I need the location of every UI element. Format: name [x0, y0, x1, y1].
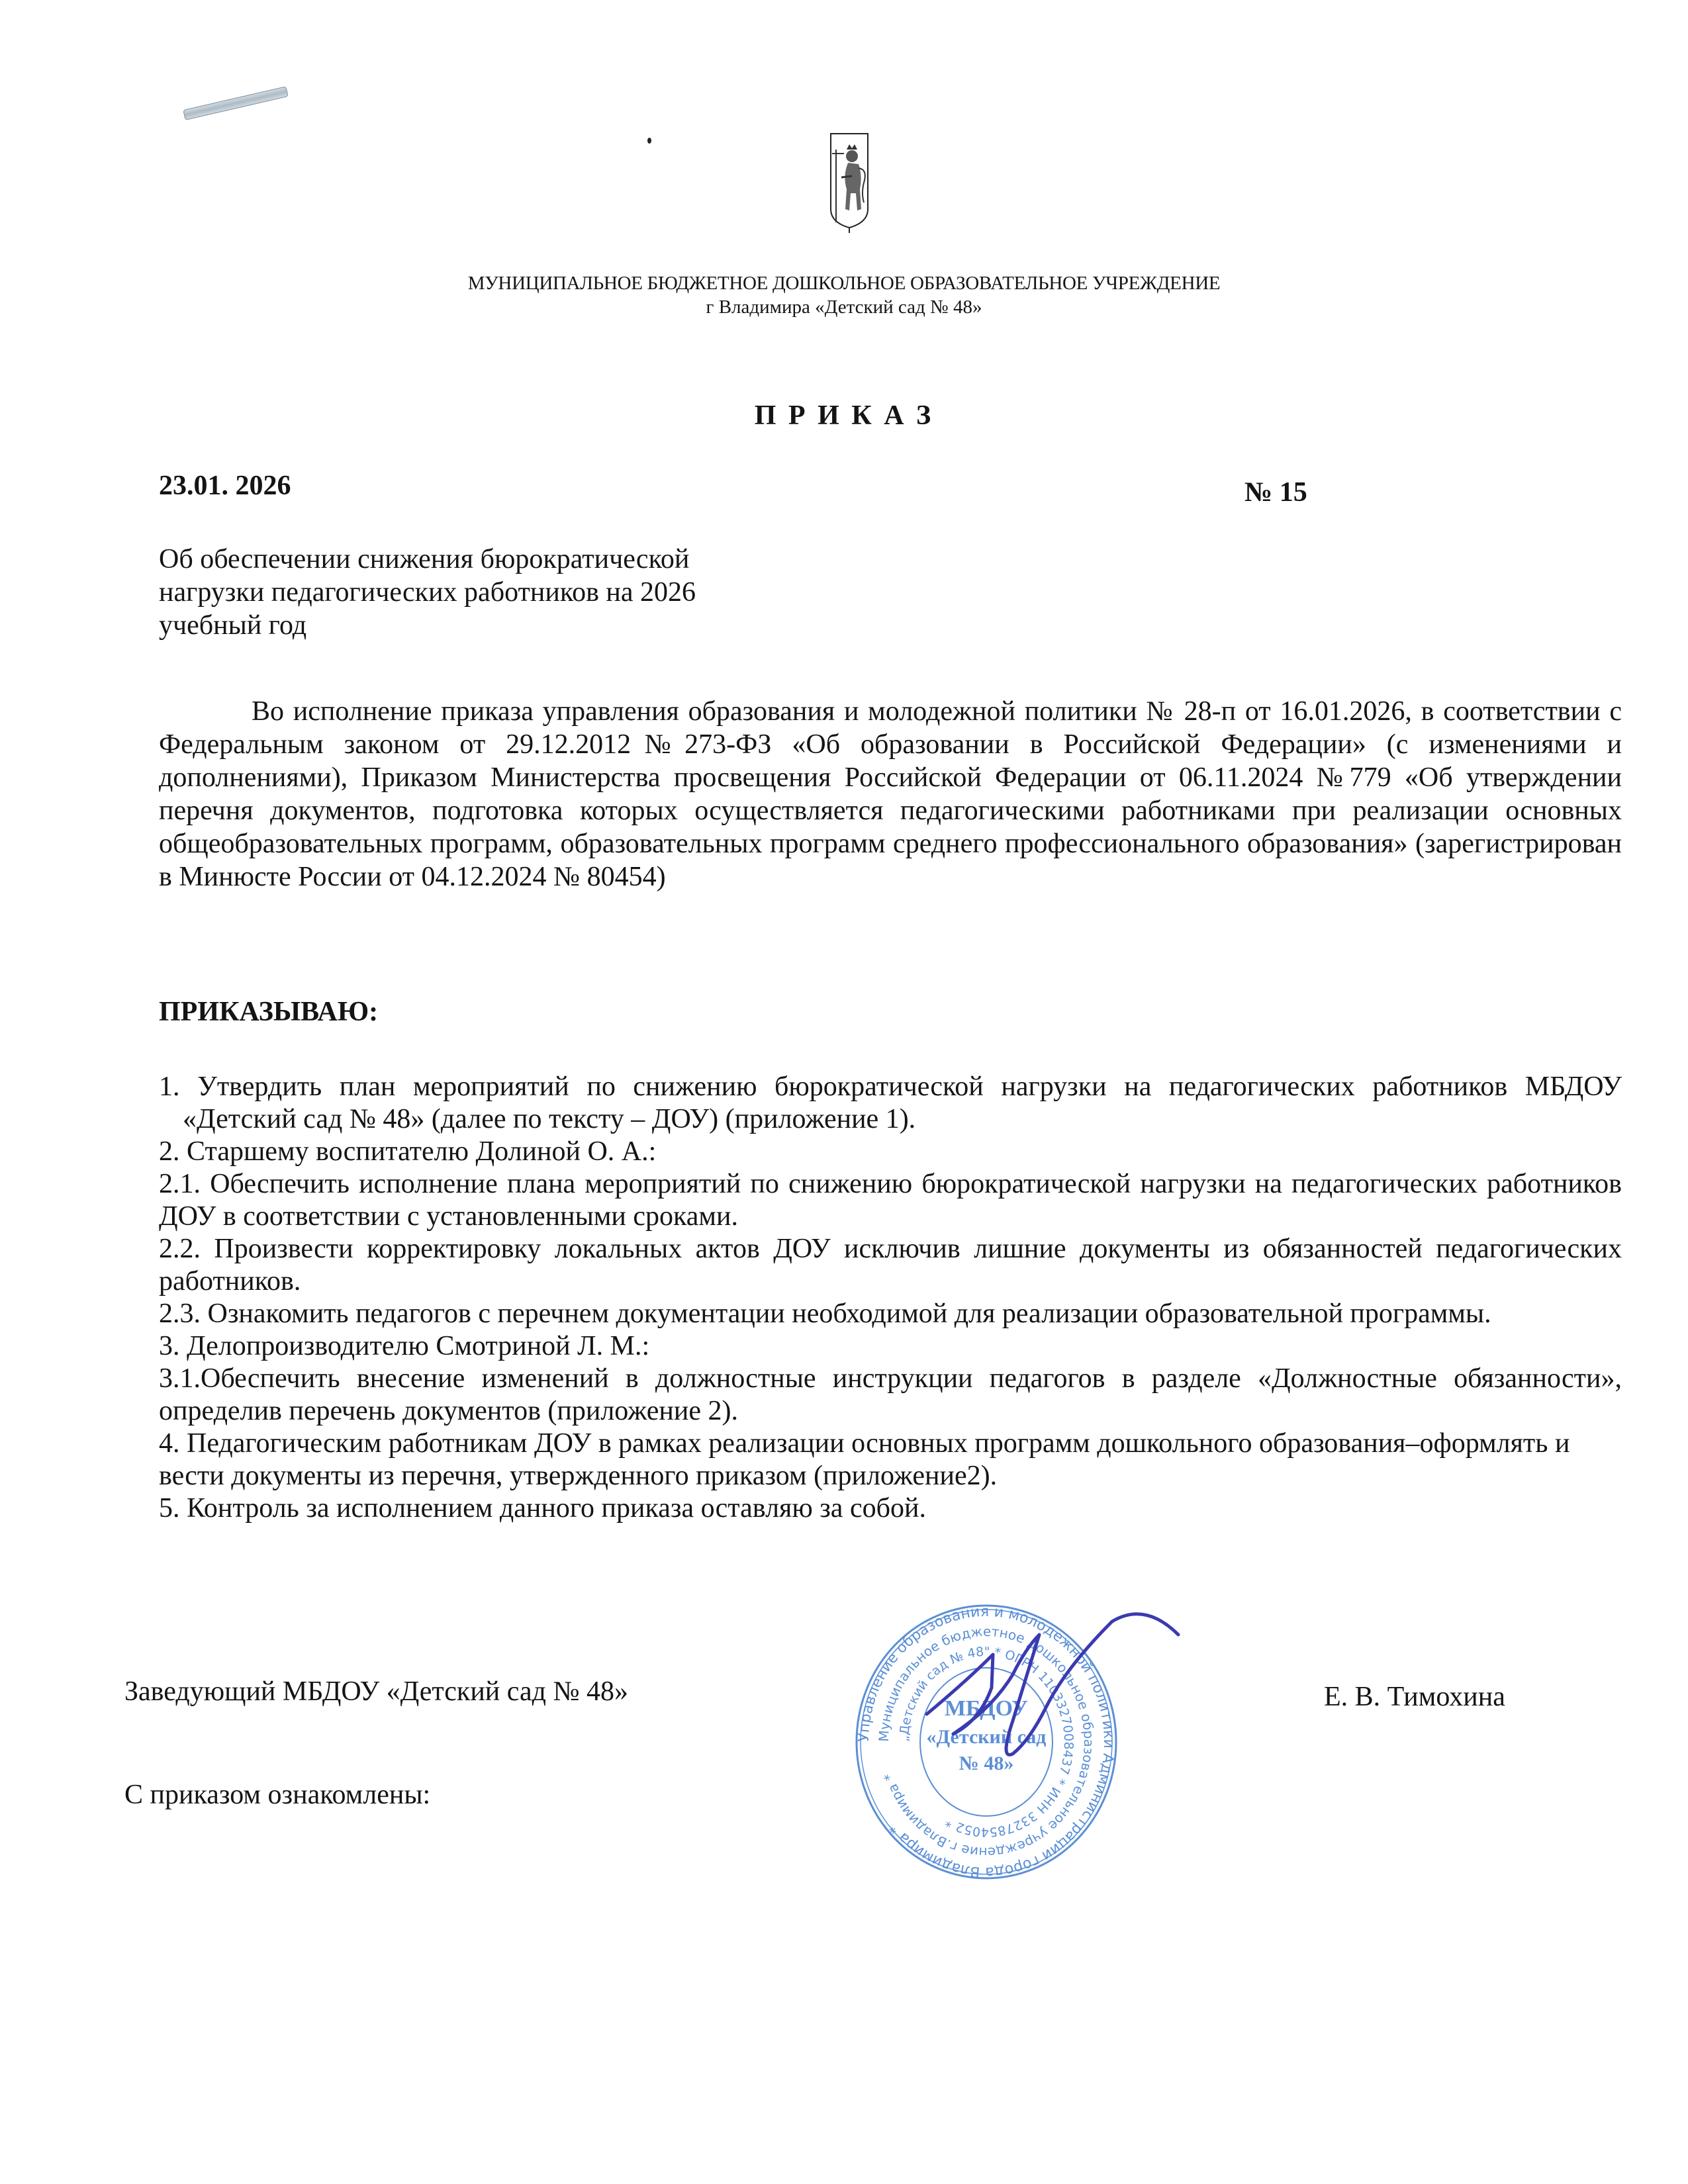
acknowledgement-label: С приказом ознакомлены: — [124, 1780, 431, 1810]
stamp-inner-text: „Детский сад № 48" * ОГРН 1103327008437 * ИНН 3327854052 * — [896, 1644, 1076, 1840]
preamble — [159, 695, 1622, 893]
order-item: 3. Делопроизводителю Смотриной Л. М.: — [159, 1331, 650, 1361]
order-subject — [159, 543, 821, 642]
signatory-position: Заведующий МБДОУ «Детский сад № 48» — [124, 1676, 629, 1707]
coat-of-arms-icon — [829, 130, 869, 236]
subject-line: Об обеспечении снижения бюрократической — [159, 544, 690, 574]
signatory-name: Е. В. Тимохина — [1324, 1682, 1505, 1712]
stamp-outer-text: Управление образования и молодежной политики Администрации города Владимира * — [855, 1603, 1117, 1881]
stamp-center-line: «Детский сад — [926, 1726, 1047, 1748]
stamp-center-line: № 48» — [959, 1752, 1014, 1774]
order-item: 2.1. Обеспечить исполнение плана мероприятий по снижению бюрократической нагрузки на педагогических работников ДОУ в соответствии с установленными сроками. — [159, 1169, 1622, 1232]
order-item: 5. Контроль за исполнением данного приказа оставляю за собой. — [159, 1493, 926, 1524]
order-item: 2.2. Произвести корректировку локальных актов ДОУ исключив лишние документы из обязанностей педагогических работников. — [159, 1234, 1622, 1297]
stamp-center-line: МБДОУ — [944, 1696, 1029, 1721]
order-directive: ПРИКАЗЫВАЮ: — [159, 997, 379, 1027]
order-number: № 15 — [1244, 477, 1307, 508]
order-date: 23.01. 2026 — [159, 471, 291, 501]
order-item: 3.1.Обеспечить внесение изменений в должностные инструкции педагогов в разделе «Должностные обязанности», определив перечень документов (приложение 2). — [159, 1363, 1622, 1426]
order-items — [159, 1071, 1622, 1525]
document-title: П Р И К А З — [754, 400, 934, 431]
scan-artifact — [183, 86, 288, 120]
order-item: 1. Утвердить план мероприятий по снижению бюрократической нагрузки на педагогических работников МБДОУ «Детский сад № 48» (далее по тексту – ДОУ) (приложение 1). — [159, 1071, 1622, 1134]
order-item: 4. Педагогическим работникам ДОУ в рамках реализации основных программ дошкольного образования–оформлять и вести документы из перечня, утвержденного приказом (приложение2). — [159, 1428, 1570, 1491]
subject-line: нагрузки педагогических работников на 2026 — [159, 577, 696, 608]
scan-speck — [647, 138, 651, 144]
organization-name: МУНИЦИПАЛЬНОЕ БЮДЖЕТНОЕ ДОШКОЛЬНОЕ ОБРАЗОВАТЕЛЬНОЕ УЧРЕЖДЕНИЕ — [467, 273, 1221, 294]
organization-city: г Владимира «Детский сад № 48» — [706, 296, 982, 318]
stamp-middle-text: Муниципальное бюджетное дошкольное образовательное учреждение г.Владимира * — [875, 1623, 1098, 1861]
order-item: 2.3. Ознакомить педагогов с перечнем документации необходимой для реализации образовательной программы. — [159, 1298, 1491, 1329]
subject-line: учебный год — [159, 610, 307, 641]
handwritten-signature — [914, 1608, 1192, 1827]
order-item: 2. Старшему воспитателю Долиной О. А.: — [159, 1136, 657, 1167]
preamble-text: Во исполнение приказа управления образования и молодежной политики № 28-п от 16.01.2026, в соответствии с Федеральным законом от 29.12.2012№273-ФЗ «Об образовании в Российской Федерации» (с изменениями и дополнениями), Приказом Министерства просвещения Российской Федерации от 06.11.2024 №779 «Об утверждении перечня документов, подготовка которых осуществляется педагогическими работниками при реализации основных общеобразовательных программ, образовательных программ среднего профессионального образования» (зарегистрирован в Минюсте России от 04.12.2024 № 80454) — [159, 696, 1622, 892]
